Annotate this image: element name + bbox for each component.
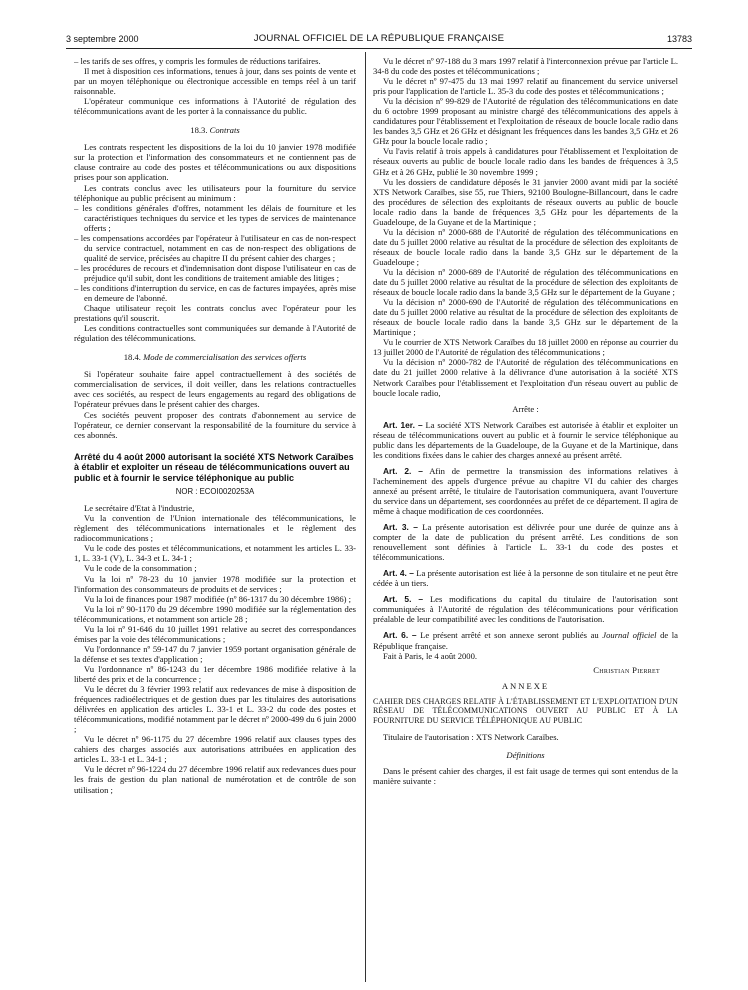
article-text: La présente autorisation est délivrée pour une durée de quinze ans à compter de la date de publication du présent arrêté. Les conditions de son renouvellement sont définies à l'article L. 33-1 du code des postes et télécommunications. <box>373 522 678 563</box>
running-header <box>66 34 692 48</box>
paragraph: Il met à disposition ces informations, tenues à jour, dans ses points de vente et par un moyen téléphonique ou électronique accessible en temps réel à un tarif raisonnable. <box>74 66 356 97</box>
list-item: – les conditions générales d'offres, notamment les délais de fourniture et les caractéristiques techniques du service et les types de services de maintenance offerts ; <box>74 202 356 233</box>
titulaire-line: Titulaire de l'autorisation : XTS Network Caraïbes. <box>383 731 559 742</box>
visa: Vu l'avis relatif à trois appels à candidatures pour l'établissement et l'exploitation de réseaux ouverts au public de boucle locale radio dans les bandes de fréquences à 3,5 GHz et à 26 GHz, publié le 30 novembre 1999 ; <box>373 146 678 177</box>
paragraph: Les conditions contractuelles sont communiquées sur demande à l'Autorité de régulation des télécommunications. <box>74 323 356 344</box>
visa: Vu la convention de l'Union internationale des télécommunications, le règlement des télécommunications internationales et le règlement des radiocommunications ; <box>74 513 356 544</box>
visa: Vu le code de la consommation ; <box>84 563 197 574</box>
page-number: 13783 <box>666 34 692 44</box>
issue-date: 3 septembre 2000 <box>66 34 139 44</box>
article-text: Afin de permettre la transmission des informations relatives à l'acheminement des appels d'urgence prévue au chapitre VI du cahier des charges annexé au présent arrêté, le titulaire de l'autorisation communiquera, avant l'ouverture du service dans un département, ses coordonnées au préfet de ce département. Il agira de même à chaque modification de ces coordonnées. <box>373 465 678 517</box>
visa: Vu la décision nº 2000-782 de l'Autorité de régulation des télécommunications en date du 21 juillet 2000 relative à la délivrance d'une autorisation à la société XTS Network Caraïbes pour l'établissement et l'exploitation d'un réseau ouvert au public de boucle locale radio, <box>373 357 678 398</box>
list-item: – les procédures de recours et d'indemnisation dont dispose l'utilisateur en cas de préjudice qu'il subit, dont les conditions de traitement amiable des litiges ; <box>74 262 356 283</box>
visa: Vu la décision nº 2000-690 de l'Autorité de régulation des télécommunications en date du 5 juillet 2000 relative au résultat de la procédure de sélection des exploitants de réseaux de boucle locale radio dans la bande 3,5 GHz sur le département de la Martinique ; <box>373 297 678 338</box>
left-column <box>74 56 356 984</box>
visa: Vu la décision nº 2000-689 de l'Autorité de régulation des télécommunications en date du 5 juillet 2000 relative au résultat de la procédure de sélection des exploitants de réseaux de boucle locale radio dans la bande 3,5 GHz sur le département de la Guyane ; <box>373 266 678 298</box>
visa: Vu la loi de finances pour 1987 modifiée (nº 86-1317 du 30 décembre 1986) ; <box>84 593 352 604</box>
article-label: Art. 4. – <box>383 568 414 579</box>
visa: Vu la loi nº 90-1170 du 29 décembre 1990 modifiée sur la réglementation des télécommunications, et notamment son article 28 ; <box>74 603 356 624</box>
visa: Vu le décret nº 96-1175 du 27 décembre 1996 relatif aux clauses types des cahiers des charges associés aux autorisations attribuées en application des articles L. 33-1 et L. 34-1 ; <box>74 734 356 765</box>
article-label: Art. 5. – <box>383 594 424 605</box>
column-divider <box>365 52 366 982</box>
visa: Vu l'ordonnance nº 59-147 du 7 janvier 1959 portant organisation générale de la défense et ses textes d'application ; <box>74 643 356 664</box>
visa: Vu le courrier de XTS Network Caraïbes du 18 juillet 2000 en réponse au courrier du 13 juillet 2000 de l'Autorité de régulation des télécommunications ; <box>373 337 678 358</box>
visa: Vu le décret nº 97-475 du 13 mai 1997 relatif au financement du service universel pris pour l'application de l'article L. 35-3 du code des postes et télécommunications ; <box>373 76 678 97</box>
paragraph: Si l'opérateur souhaite faire appel contractuellement à des sociétés de commercialisation de services, il doit veiller, dans les relations contractuelles avec ces sociétés, au respect de leurs engagements au regard des obligations de l'opérateur prévues dans le présent cahier des charges. <box>74 369 356 410</box>
article-4 <box>373 568 678 588</box>
right-column <box>373 56 678 984</box>
paragraph: Dans le présent cahier des charges, il est fait usage de termes qui sont entendus de la manière suivante : <box>373 765 678 786</box>
visa: Vu le décret nº 96-1224 du 27 décembre 1996 relatif aux redevances dues pour les frais de gestion du plan national de numérotation et de contrôle de son utilisation ; <box>74 764 356 795</box>
section-number: 18.4. <box>123 352 141 363</box>
visa: Vu la loi nº 91-646 du 10 juillet 1991 relative au secret des correspondances émises par la voie des télécommunications ; <box>74 623 356 644</box>
signature: Christian Pierret <box>593 664 660 675</box>
article-text: de la République française. <box>373 630 678 651</box>
article-3 <box>373 522 678 562</box>
section-heading-18-4 <box>74 352 356 362</box>
header-rule <box>66 48 692 49</box>
paragraph: – les tarifs de ses offres, y compris les formules de réductions tarifaires. <box>74 56 321 66</box>
article-text: Le présent arrêté et son annexe seront publiés au <box>420 630 603 641</box>
article-label: Art. 3. – <box>383 522 418 533</box>
paragraph: Ces sociétés peuvent proposer des contrats d'abonnement au service de l'opérateur, ce dernier conservant la responsabilité de la fourniture du service à ces abonnés. <box>74 409 356 440</box>
paragraph: Le secrétaire d'Etat à l'industrie, <box>84 503 195 514</box>
definitions-heading: Définitions <box>506 749 545 760</box>
article-label: Art. 1er. – <box>383 419 423 430</box>
arrete-title: Arrêté du 4 août 2000 autorisant la société XTS Network Caraïbes à établir et exploiter un réseau de télécommunications ouvert au public et à fournir le service téléphonique au public <box>74 451 354 483</box>
visa: Vu le décret du 3 février 1993 relatif aux redevances de mise à disposition de fréquences radioélectriques et de gestion dues par les titulaires des autorisations délivrées en application des articles L. 33-1 et L. 33-2 du code des postes et télécommunications, modifié notamment par le décret nº 2000-499 du 6 juin 2000 ; <box>74 684 356 735</box>
article-label: Art. 2. – <box>383 465 423 476</box>
arrete-heading: Arrête : <box>512 403 539 414</box>
list-item: – les compensations accordées par l'opérateur à l'utilisateur en cas de non-respect du service contractuel, notamment en cas de non-respect des obligations de qualité de service, précisées au chapitre II du présent cahier des charges ; <box>74 232 356 263</box>
paragraph: Les contrats conclus avec les utilisateurs pour la fourniture du service téléphonique au public précisent au minimum : <box>74 182 356 203</box>
article-text: La présente autorisation est liée à la personne de son titulaire et ne peut être cédée à un tiers. <box>373 568 678 589</box>
section-title: Contrats <box>209 125 240 136</box>
article-2 <box>373 466 678 516</box>
section-title: Mode de commercialisation des services offerts <box>143 352 307 363</box>
journal-title: JOURNAL OFFICIEL DE LA RÉPUBLIQUE FRANÇAISE <box>253 33 505 44</box>
article-text: Les modifications du capital du titulaire de l'autorisation sont communiquées à l'Autorité de régulation des télécommunications pour vérification préalable de leur compatibilité avec les conditions de l'autorisation. <box>373 594 678 625</box>
visa: Vu les dossiers de candidature déposés le 31 janvier 2000 avant midi par la société XTS Network Caraïbes, sise 55, rue Thiers, 92100 Boulogne-Billancourt, dans le cadre des procédures de sélection des exploitants de réseaux ouverts au public de boucle locale radio dans la bande de fréquences 3,5 GHz pour les départements de la Guadeloupe, de la Guyane et de la Martinique ; <box>373 176 678 227</box>
annexe-heading: ANNEXE <box>501 680 550 691</box>
journal-officiel-italic: Journal officiel <box>602 630 657 641</box>
date-line: Fait à Paris, le 4 août 2000. <box>383 650 478 661</box>
cahier-title: CAHIER DES CHARGES RELATIF À L'ÉTABLISSEMENT ET L'EXPLOITATION D'UN RÉSEAU DE TÉLÉCOMMUNICATIONS OUVERT AU PUBLIC ET À LA FOURNITURE DU SERVICE TÉLÉPHONIQUE AU PUBLIC <box>373 696 678 725</box>
article-5 <box>373 594 678 624</box>
article-1 <box>373 420 678 460</box>
visa: Vu la décision nº 99-829 de l'Autorité de régulation des télécommunications en date du 6 octobre 1999 proposant au ministre chargé des télécommunications des appels à candidatures pour l'établissement et l'exploitation de réseaux de boucle locale radio dans les bandes 3,5 GHz et 26 GHz et désignant les fréquences dans les bandes 3,5 GHz et 26 GHz pour la boucle locale radio ; <box>373 96 678 147</box>
article-text: La société XTS Network Caraïbes est autorisée à établir et exploiter un réseau de télécommunications ouvert au public et à fournir le service téléphonique au public dans les départements de la Guadeloupe, de la Guyane et de la Martinique, dans les conditions fixées dans le cahier des charges annexé au présent arrêté. <box>373 419 678 460</box>
paragraph: Chaque utilisateur reçoit les contrats conclus avec l'opérateur pour les prestations qu'il souscrit. <box>74 303 356 324</box>
nor-reference: NOR : ECOI0020253A <box>175 487 255 497</box>
paragraph: Les contrats respectent les dispositions de la loi du 10 janvier 1978 modifiée sur la protection et l'information des consommateurs et ne contiennent pas de clause contraire au code des postes et télécommunications ou aux dispositions prises pour son application. <box>74 142 356 183</box>
visa: Vu la décision nº 2000-688 de l'Autorité de régulation des télécommunications en date du 5 juillet 2000 relative au résultat de la procédure de sélection des exploitants de réseaux de boucle locale radio dans la bande 3,5 GHz sur le département de la Guadeloupe ; <box>373 226 678 267</box>
list-item: – les conditions d'interruption du service, en cas de factures impayées, après mise en demeure de l'abonné. <box>74 282 356 304</box>
article-label: Art. 6. – <box>383 630 417 641</box>
visa: Vu l'ordonnance nº 86-1243 du 1er décembre 1986 modifiée relative à la liberté des prix et de la concurrence ; <box>74 663 356 684</box>
section-heading-18-3 <box>74 125 356 135</box>
article-6 <box>373 630 678 650</box>
paragraph: L'opérateur communique ces informations à l'Autorité de régulation des télécommunications avant de les porter à la connaissance du public. <box>74 96 356 117</box>
visa: Vu le décret nº 97-188 du 3 mars 1997 relatif à l'interconnexion prévue par l'article L. 34-8 du code des postes et télécommunications ; <box>373 56 678 77</box>
visa: Vu la loi nº 78-23 du 10 janvier 1978 modifiée sur la protection et l'information des consommateurs de produits et de services ; <box>74 573 356 594</box>
section-number: 18.3. <box>190 125 208 136</box>
visa: Vu le code des postes et télécommunications, et notamment les articles L. 33-1, L. 33-1 (V), L. 34-3 et L. 34-1 ; <box>74 543 356 564</box>
